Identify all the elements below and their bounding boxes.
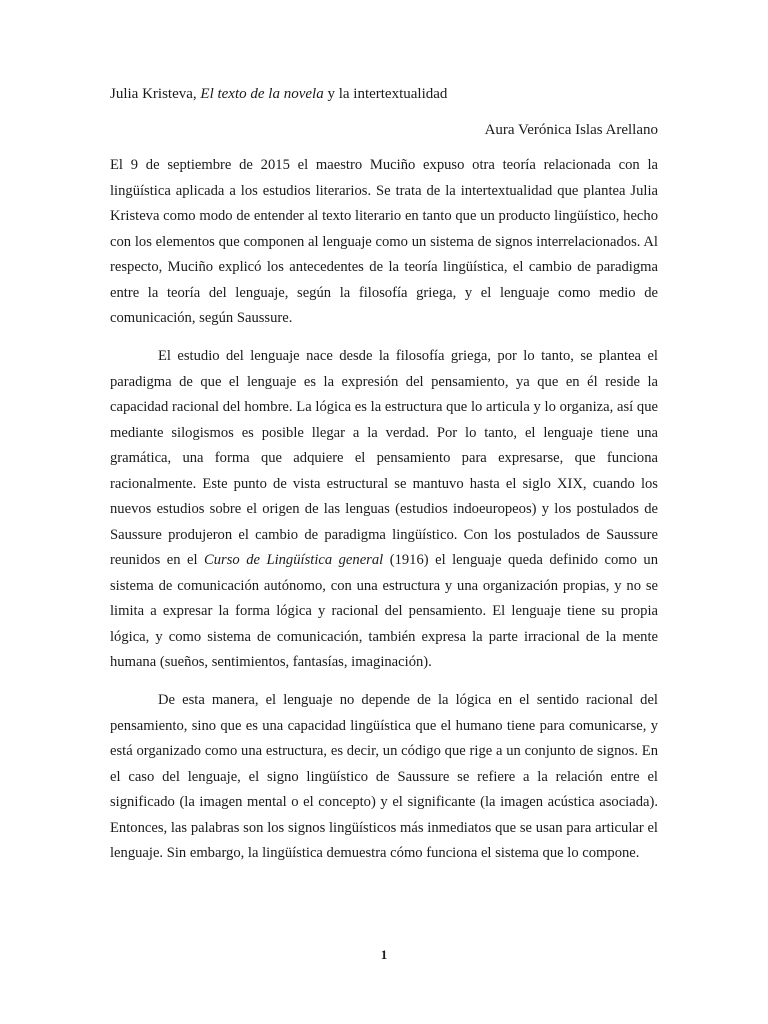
paragraph-2-text-before: El estudio del lenguaje nace desde la filosofía griega, por lo tanto, se plantea el paradigma de que el lenguaje es la expresión del pensamiento, ya que en él reside la capacidad racional del hombre. La lógica es la estructura que lo articula y lo organiza, así que mediante silogismos es posible llegar a la verdad. Por lo tanto, el lenguaje tiene una gramática, una forma que adquiere el pensamiento para expresarse, que funciona racionalmente. Este punto de vista estructural se mantuvo hasta el siglo XIX, cuando los nuevos estudios sobre el origen de las lenguas (estudios indoeuropeos) y los postulados de Saussure produjeron el cambio de paradigma lingüístico. Con los postulados de Saussure reunidos en el — [110, 348, 658, 568]
paragraph-2-text-after: (1916) el lenguaje queda definido como un sistema de comunicación autónomo, con una estructura y una organización propias, y no se limita a expresar la forma lógica y racional del pensamiento. El lenguaje tiene su propia lógica, y como sistema de comunicación, también expresa la parte irracional de la mente humana (sueños, sentimientos, fantasías, imaginación). — [110, 552, 658, 670]
document-author: Aura Verónica Islas Arellano — [484, 122, 658, 138]
paragraph-3: De esta manera, el lenguaje no depende de la lógica en el sentido racional del pensamiento, sino que es una capacidad lingüística que el humano tiene para comunicarse, y está organizado como una estructura, es decir, un código que rige a un conjunto de signos. En el caso del lenguaje, el signo lingüístico de Saussure se refiere a la relación entre el significado (la imagen mental o el concepto) y el significante (la imagen acústica asociada). Entonces, las palabras son los signos lingüísticos más inmediatos que se usan para articular el lenguaje. Sin embargo, la lingüística demuestra cómo funciona el sistema que lo compone. — [110, 692, 658, 861]
title-work-italic: El texto de la novela — [200, 86, 324, 102]
paragraph-2-book-title: Curso de Lingüística general — [204, 552, 384, 568]
paragraph-2 — [110, 344, 658, 676]
page-number: 1 — [380, 947, 388, 962]
title-author-name: Julia Kristeva, — [110, 86, 201, 102]
title-rest: y la intertextualidad — [323, 86, 448, 102]
document-title — [110, 84, 447, 104]
document-body — [110, 153, 658, 879]
paragraph-1: El 9 de septiembre de 2015 el maestro Muciño expuso otra teoría relacionada con la lingüística aplicada a los estudios literarios. Se trata de la intertextualidad que plantea Julia Kristeva como modo de entender al texto literario en tanto que un producto lingüístico, hecho con los elementos que componen al lenguaje como un sistema de signos interrelacionados. Al respecto, Muciño explicó los antecedentes de la teoría lingüística, el cambio de paradigma entre la teoría del lenguaje, según la filosofía griega, y el lenguaje como medio de comunicación, según Saussure. — [110, 157, 658, 326]
